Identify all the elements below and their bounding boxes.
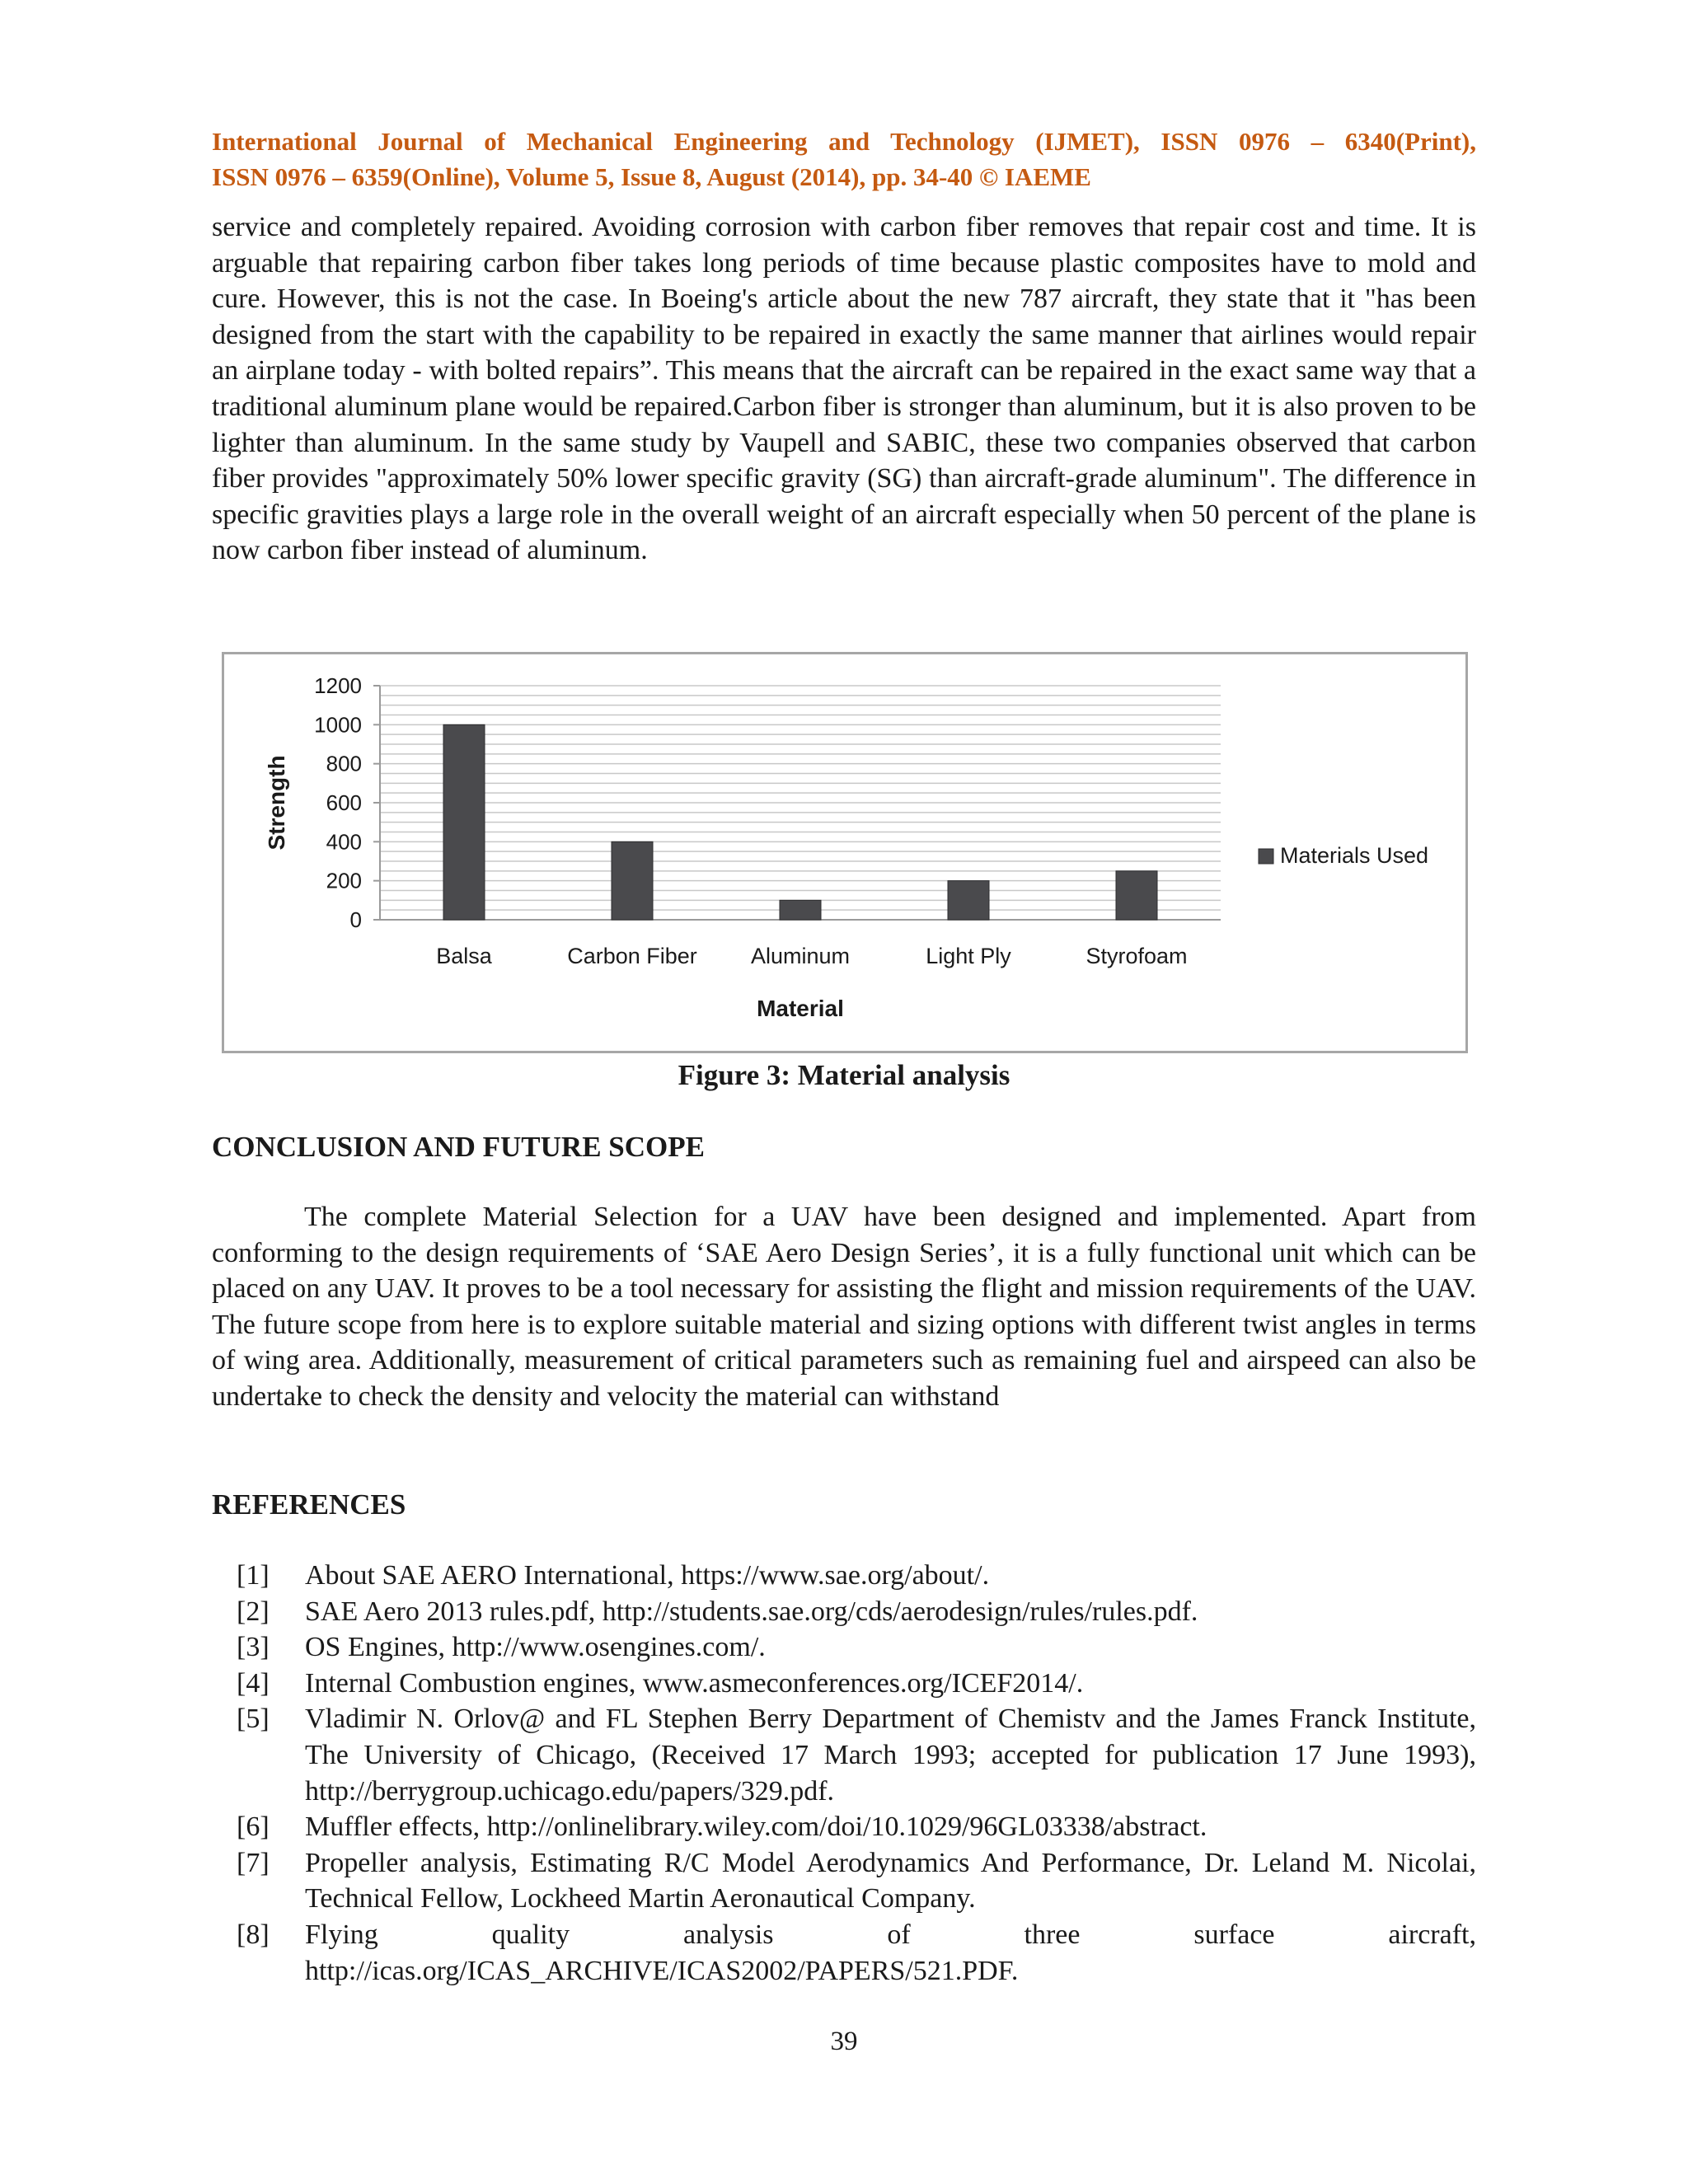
reference-number: [2] (237, 1596, 270, 1627)
bar-styrofoam (1116, 871, 1157, 920)
conclusion-paragraph: The complete Material Selection for a UAV have been designed and implemented. Apart from conforming to the design requirements of ‘SAE Aero Design Series’, it is a fully functional unit which can be placed on any UAV. It proves to be a tool necessary for assisting the flight and mission requirements of the UAV. The future scope from here is to explore suitable material and sizing options with different twist angles in terms of wing area. Additionally, measurement of critical parameters such as remaining fuel and airspeed can also be undertake to check the density and velocity the material can withstand (212, 1202, 1476, 1412)
reference-item (212, 1917, 1476, 1989)
intro-paragraph: service and completely repaired. Avoiding corrosion with carbon fiber removes that repair cost and time. It is arguable that repairing carbon fiber takes long periods of time because plastic composites have to mold and cure. However, this is not the case. In Boeing's article about the new 787 aircraft, they state that it "has been designed from the start with the capability to be repaired in exactly the same manner that airlines would repair an airplane today - with bolted repairs”. This means that the aircraft can be repaired in the exact same way that a traditional aluminum plane would be repaired.Carbon fiber is stronger than aluminum, but it is also proven to be lighter than aluminum. In the same study by Vaupell and SABIC, these two companies observed that carbon fiber provides "approximately 50% lower specific gravity (SG) than aircraft-grade aluminum". The difference in specific gravities plays a large role in the overall weight of an aircraft especially when 50 percent of the plane is now carbon fiber instead of aluminum. (212, 212, 1476, 566)
bar-carbon-fiber (612, 841, 653, 920)
reference-item (212, 1845, 1476, 1917)
bar-light-ply (948, 881, 989, 920)
x-category-label: Aluminum (750, 944, 851, 968)
reference-text: SAE Aero 2013 rules.pdf, http://students.sae.org/cds/aerodesign/rules/rules.pdf. (305, 1596, 1198, 1627)
references-title: REFERENCES (212, 1488, 406, 1521)
x-category-label: Light Ply (926, 944, 1011, 968)
y-tick-label: 1000 (314, 712, 362, 738)
page-content (212, 124, 1476, 569)
reference-text: Flying quality analysis of three surface aircraft, http://icas.org/ICAS_ARCHIVE/ICAS2002/PAPERS/521.PDF. (305, 1919, 1476, 1986)
journal-header (212, 124, 1476, 194)
reference-text: About SAE AERO International, https://www.sae.org/about/. (305, 1560, 990, 1591)
y-axis-title: Strength (264, 755, 289, 851)
reference-text: OS Engines, http://www.osengines.com/. (305, 1632, 766, 1663)
legend-swatch (1259, 849, 1273, 864)
page-number: 39 (830, 2027, 858, 2056)
y-tick-label: 800 (326, 751, 362, 776)
reference-number: [3] (237, 1632, 270, 1663)
header-line-1: International Journal of Mechanical Engineering and Technology (IJMET), ISSN 0976 – 6340(Print), (212, 127, 1476, 156)
reference-item (212, 1558, 1476, 1594)
x-category-label: Styrofoam (1085, 944, 1188, 968)
x-category-label: Balsa (436, 944, 492, 968)
x-axis-title: Material (757, 996, 844, 1021)
y-tick-label: 600 (326, 790, 362, 815)
reference-text: Internal Combustion engines, www.asmeconferences.org/ICEF2014/. (305, 1667, 1084, 1699)
bar-balsa (443, 724, 485, 920)
bar-aluminum (780, 900, 821, 920)
reference-item (212, 1666, 1476, 1702)
reference-item (212, 1594, 1476, 1630)
chart-svg (224, 654, 1465, 1051)
header-line-2: ISSN 0976 – 6359(Online), Volume 5, Issue 8, August (2014), pp. 34-40 © IAEME (212, 162, 1091, 191)
reference-number: [4] (237, 1667, 270, 1699)
y-tick-label: 1200 (314, 673, 362, 698)
reference-item (212, 1629, 1476, 1666)
reference-text: Vladimir N. Orlov@ and FL Stephen Berry Department of Chemistv and the James Franck Institute, The University of Chicago, (Received 17 March 1993; accepted for publication 17 June 1993), http://berrygroup.uchicago.edu/papers/329.pdf. (305, 1704, 1476, 1807)
reference-number: [6] (237, 1811, 270, 1843)
x-category-label: Carbon Fiber (567, 944, 697, 968)
reference-number: [7] (237, 1847, 270, 1878)
reference-item (212, 1809, 1476, 1845)
legend-label: Materials Used (1280, 843, 1429, 868)
figure-caption: Figure 3: Material analysis (678, 1059, 1010, 1091)
reference-item (212, 1701, 1476, 1809)
reference-number: [1] (237, 1560, 270, 1591)
y-tick-label: 400 (326, 829, 362, 855)
references-list (212, 1558, 1476, 1989)
reference-number: [8] (237, 1919, 270, 1950)
conclusion-title: CONCLUSION AND FUTURE SCOPE (212, 1131, 705, 1163)
reference-number: [5] (237, 1704, 270, 1735)
material-analysis-chart (222, 652, 1468, 1053)
reference-text: Propeller analysis, Estimating R/C Model Aerodynamics And Performance, Dr. Leland M. Nicolai, Technical Fellow, Lockheed Martin Aeronautical Company. (305, 1847, 1476, 1915)
reference-text: Muffler effects, http://onlinelibrary.wiley.com/doi/10.1029/96GL03338/abstract. (305, 1811, 1207, 1843)
y-tick-label: 200 (326, 868, 362, 893)
y-tick-label: 0 (349, 907, 362, 932)
